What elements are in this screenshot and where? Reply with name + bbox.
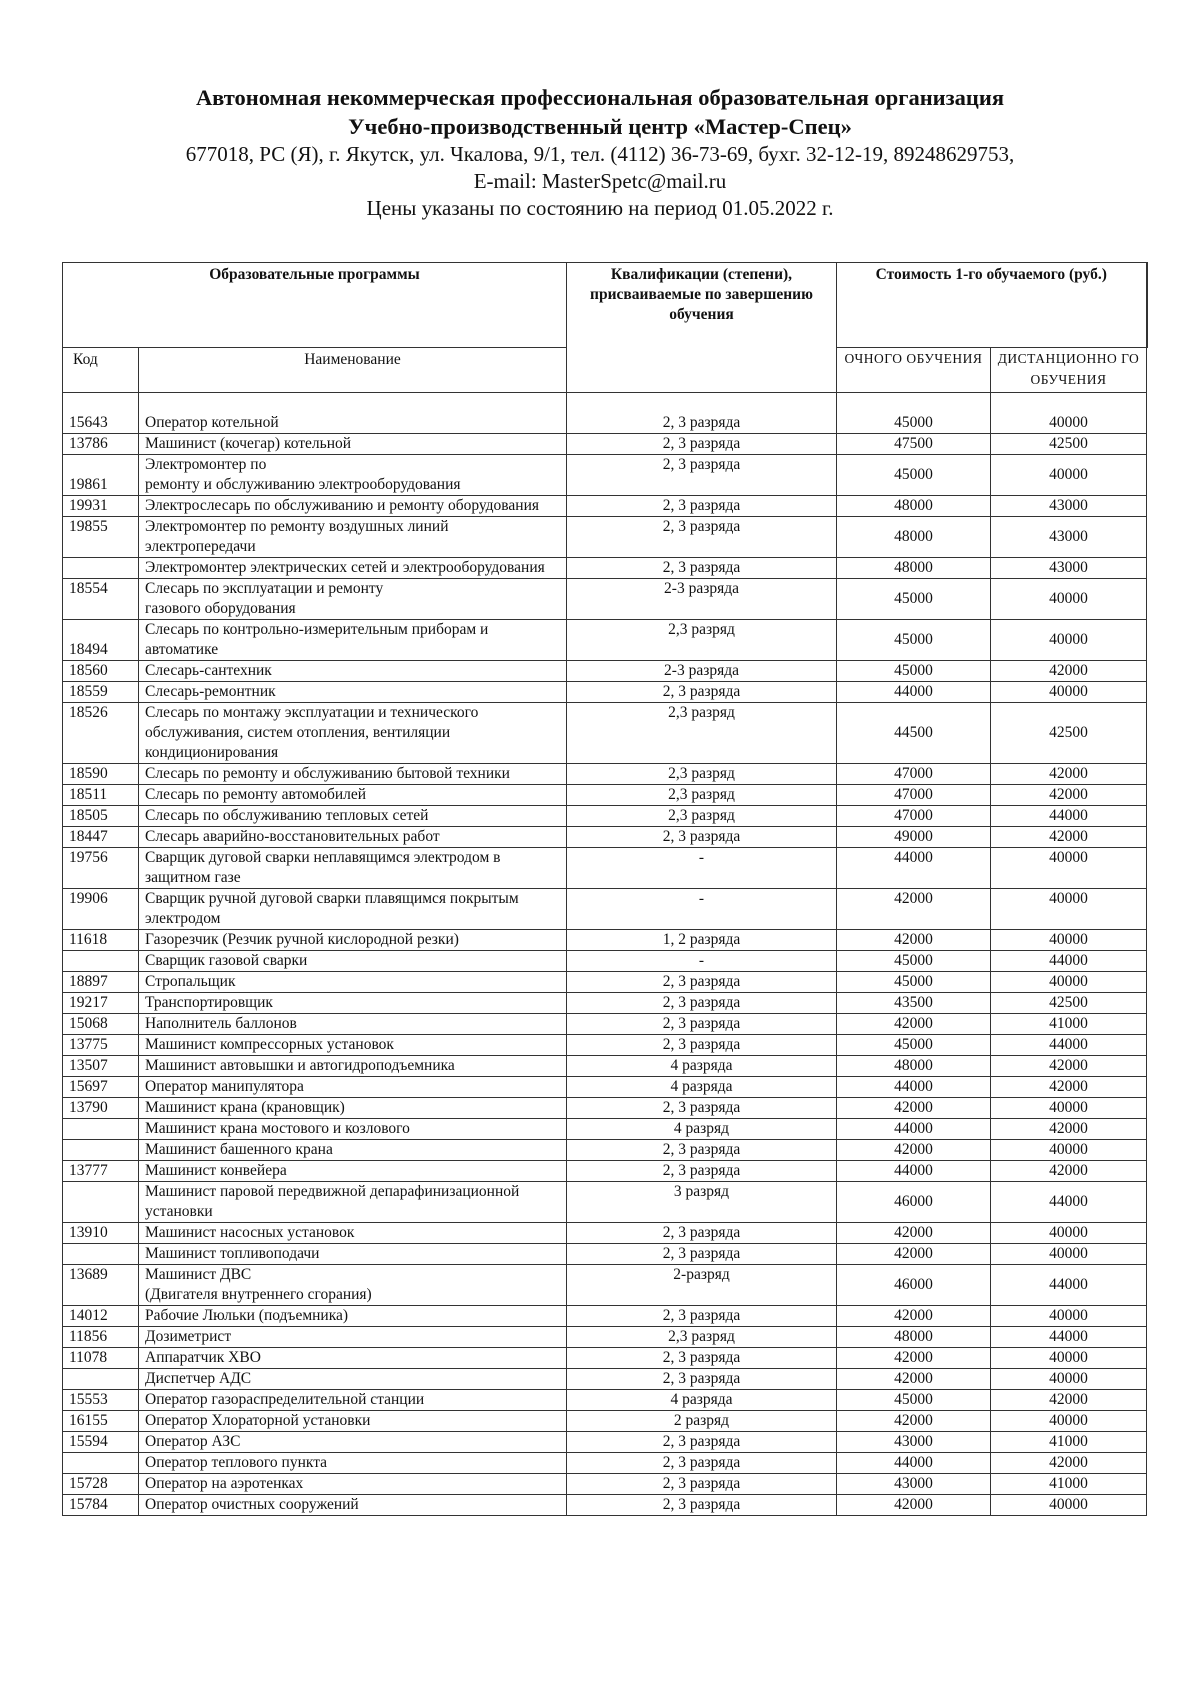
qualification: 2, 3 разряда bbox=[567, 1244, 837, 1265]
table-row bbox=[63, 1035, 1147, 1056]
program-name: Слесарь по ремонту и обслуживанию бытовой техники bbox=[139, 764, 567, 785]
table-row bbox=[63, 1265, 1147, 1306]
header-name: Наименование bbox=[139, 348, 567, 393]
price-distance: 42000 bbox=[991, 785, 1147, 806]
program-code: 13777 bbox=[63, 1161, 139, 1182]
price-full-time: 42000 bbox=[837, 1014, 991, 1035]
price-distance: 40000 bbox=[991, 682, 1147, 703]
qualification: 2, 3 разряда bbox=[567, 1223, 837, 1244]
program-code: 19906 bbox=[63, 889, 139, 930]
qualification: 2, 3 разряда bbox=[567, 1306, 837, 1327]
price-distance: 43000 bbox=[991, 496, 1147, 517]
price-distance: 40000 bbox=[991, 889, 1147, 930]
program-code: 13689 bbox=[63, 1265, 139, 1306]
qualification: 4 разряда bbox=[567, 1056, 837, 1077]
program-code: 15594 bbox=[63, 1432, 139, 1453]
table-row bbox=[63, 620, 1147, 661]
price-distance: 44000 bbox=[991, 1327, 1147, 1348]
program-code: 19855 bbox=[63, 517, 139, 558]
price-distance: 41000 bbox=[991, 1474, 1147, 1495]
price-distance: 41000 bbox=[991, 1014, 1147, 1035]
qualification: 2, 3 разряда bbox=[567, 1495, 837, 1516]
program-code: 18447 bbox=[63, 827, 139, 848]
qualification: 2,3 разряд bbox=[567, 703, 837, 764]
price-distance: 40000 bbox=[991, 1495, 1147, 1516]
price-distance: 44000 bbox=[991, 1265, 1147, 1306]
program-code: 19217 bbox=[63, 993, 139, 1014]
price-full-time: 49000 bbox=[837, 827, 991, 848]
program-name: Слесарь по эксплуатации и ремонту газового оборудования bbox=[139, 579, 567, 620]
price-distance: 42000 bbox=[991, 1161, 1147, 1182]
qualification: 2, 3 разряда bbox=[567, 827, 837, 848]
program-name: Электромонтер по ремонту воздушных линий электропередачи bbox=[139, 517, 567, 558]
program-name: Слесарь по монтажу эксплуатации и технического обслуживания, систем отопления, вентиляции кондиционирования bbox=[139, 703, 567, 764]
price-full-time: 45000 bbox=[837, 620, 991, 661]
program-code bbox=[63, 1140, 139, 1161]
program-name: Оператор АЗС bbox=[139, 1432, 567, 1453]
table-row bbox=[63, 1119, 1147, 1140]
price-full-time: 42000 bbox=[837, 1306, 991, 1327]
price-distance: 40000 bbox=[991, 1098, 1147, 1119]
qualification: 2, 3 разряда bbox=[567, 1474, 837, 1495]
price-full-time: 42000 bbox=[837, 1495, 991, 1516]
program-code: 18897 bbox=[63, 972, 139, 993]
program-name: Рабочие Люльки (подъемника) bbox=[139, 1306, 567, 1327]
program-code: 15553 bbox=[63, 1390, 139, 1411]
price-full-time: 45000 bbox=[837, 1035, 991, 1056]
price-distance: 40000 bbox=[991, 1369, 1147, 1390]
price-full-time: 45000 bbox=[837, 1390, 991, 1411]
price-distance: 44000 bbox=[991, 806, 1147, 827]
price-distance: 40000 bbox=[991, 1244, 1147, 1265]
table-row bbox=[63, 785, 1147, 806]
program-name: Аппаратчик ХВО bbox=[139, 1348, 567, 1369]
price-distance: 42000 bbox=[991, 1056, 1147, 1077]
program-code: 18554 bbox=[63, 579, 139, 620]
table-row bbox=[63, 455, 1147, 496]
program-code: 15784 bbox=[63, 1495, 139, 1516]
price-distance: 41000 bbox=[991, 1432, 1147, 1453]
program-name: Дозиметрист bbox=[139, 1327, 567, 1348]
price-full-time: 45000 bbox=[837, 661, 991, 682]
program-name: Электрослесарь по обслуживанию и ремонту оборудования bbox=[139, 496, 567, 517]
price-distance: 44000 bbox=[991, 1035, 1147, 1056]
price-table bbox=[62, 262, 1148, 1516]
table-row bbox=[63, 1098, 1147, 1119]
table-row bbox=[63, 1348, 1147, 1369]
qualification: 2, 3 разряда bbox=[567, 1432, 837, 1453]
qualification: 2,3 разряд bbox=[567, 806, 837, 827]
qualification: 2, 3 разряда bbox=[567, 1161, 837, 1182]
program-name: Слесарь по ремонту автомобилей bbox=[139, 785, 567, 806]
price-distance: 40000 bbox=[991, 1223, 1147, 1244]
program-code: 13910 bbox=[63, 1223, 139, 1244]
qualification: 2, 3 разряда bbox=[567, 682, 837, 703]
program-name: Электромонтер электрических сетей и электрооборудования bbox=[139, 558, 567, 579]
price-distance: 42000 bbox=[991, 1077, 1147, 1098]
program-name: Слесарь аварийно-восстановительных работ bbox=[139, 827, 567, 848]
qualification: 2-3 разряда bbox=[567, 579, 837, 620]
organization-type: Автономная некоммерческая профессиональная образовательная организация bbox=[195, 85, 1005, 110]
program-code: 18526 bbox=[63, 703, 139, 764]
table-row bbox=[63, 661, 1147, 682]
program-name: Машинист башенного крана bbox=[139, 1140, 567, 1161]
qualification: 2, 3 разряда bbox=[567, 1453, 837, 1474]
price-full-time: 44000 bbox=[837, 848, 991, 889]
price-full-time: 46000 bbox=[837, 1182, 991, 1223]
header-code: Код bbox=[63, 348, 139, 393]
price-distance: 40000 bbox=[991, 1306, 1147, 1327]
program-name: Слесарь-сантехник bbox=[139, 661, 567, 682]
price-full-time: 45000 bbox=[837, 579, 991, 620]
price-full-time: 48000 bbox=[837, 1056, 991, 1077]
table-row bbox=[63, 1369, 1147, 1390]
price-full-time: 44000 bbox=[837, 1453, 991, 1474]
table-row bbox=[63, 827, 1147, 848]
price-full-time: 45000 bbox=[837, 393, 991, 434]
program-name: Оператор газораспределительной станции bbox=[139, 1390, 567, 1411]
price-distance: 40000 bbox=[991, 930, 1147, 951]
price-distance: 44000 bbox=[991, 1182, 1147, 1223]
table-row bbox=[63, 1014, 1147, 1035]
table-row bbox=[63, 951, 1147, 972]
header-full-time: ОЧНОГО ОБУЧЕНИЯ bbox=[837, 348, 991, 393]
contact-email: E-mail: MasterSpetc@mail.ru bbox=[473, 168, 727, 193]
qualification: 2, 3 разряда bbox=[567, 1014, 837, 1035]
table-row bbox=[63, 993, 1147, 1014]
qualification: 2, 3 разряда bbox=[567, 1348, 837, 1369]
program-code bbox=[63, 951, 139, 972]
price-distance: 42000 bbox=[991, 661, 1147, 682]
program-name: Машинист конвейера bbox=[139, 1161, 567, 1182]
price-full-time: 45000 bbox=[837, 455, 991, 496]
qualification: 2, 3 разряда bbox=[567, 1369, 837, 1390]
table-row bbox=[63, 496, 1147, 517]
program-name: Машинист (кочегар) котельной bbox=[139, 434, 567, 455]
program-code: 13775 bbox=[63, 1035, 139, 1056]
program-name: Электромонтер по ремонту и обслуживанию электрооборудования bbox=[139, 455, 567, 496]
program-name: Сварщик ручной дуговой сварки плавящимся покрытым электродом bbox=[139, 889, 567, 930]
program-name: Газорезчик (Резчик ручной кислородной резки) bbox=[139, 930, 567, 951]
program-name: Машинист автовышки и автогидроподъемника bbox=[139, 1056, 567, 1077]
price-full-time: 42000 bbox=[837, 930, 991, 951]
program-code: 19931 bbox=[63, 496, 139, 517]
qualification: 2, 3 разряда bbox=[567, 1035, 837, 1056]
price-full-time: 43500 bbox=[837, 993, 991, 1014]
qualification: 2,3 разряд bbox=[567, 785, 837, 806]
program-name: Оператор на аэротенках bbox=[139, 1474, 567, 1495]
price-full-time: 43000 bbox=[837, 1474, 991, 1495]
price-distance: 40000 bbox=[991, 393, 1147, 434]
qualification: 2, 3 разряда bbox=[567, 993, 837, 1014]
price-full-time: 47000 bbox=[837, 806, 991, 827]
program-code bbox=[63, 1369, 139, 1390]
qualification: 2,3 разряд bbox=[567, 1327, 837, 1348]
program-code bbox=[63, 1182, 139, 1223]
program-code: 15697 bbox=[63, 1077, 139, 1098]
qualification: - bbox=[567, 889, 837, 930]
program-name: Слесарь по контрольно-измерительным приборам и автоматике bbox=[139, 620, 567, 661]
qualification: 2 разряд bbox=[567, 1411, 837, 1432]
table-row bbox=[63, 1411, 1147, 1432]
table-row bbox=[63, 848, 1147, 889]
price-full-time: 42000 bbox=[837, 1140, 991, 1161]
program-name: Слесарь по обслуживанию тепловых сетей bbox=[139, 806, 567, 827]
price-distance: 40000 bbox=[991, 972, 1147, 993]
header-cost: Стоимость 1-го обучаемого (руб.) bbox=[837, 263, 1147, 348]
table-row bbox=[63, 1474, 1147, 1495]
table-row bbox=[63, 558, 1147, 579]
table-row bbox=[63, 1056, 1147, 1077]
program-name: Машинист насосных установок bbox=[139, 1223, 567, 1244]
qualification: - bbox=[567, 848, 837, 889]
header-row-top bbox=[63, 263, 1147, 348]
table-row bbox=[63, 1161, 1147, 1182]
price-distance: 43000 bbox=[991, 517, 1147, 558]
table-row bbox=[63, 517, 1147, 558]
qualification: 2,3 разряд bbox=[567, 764, 837, 785]
table-row bbox=[63, 1182, 1147, 1223]
table-row bbox=[63, 1495, 1147, 1516]
program-name: Оператор манипулятора bbox=[139, 1077, 567, 1098]
price-distance: 42000 bbox=[991, 1453, 1147, 1474]
program-name: Оператор теплового пункта bbox=[139, 1453, 567, 1474]
price-full-time: 42000 bbox=[837, 1369, 991, 1390]
program-name: Машинист крана (крановщик) bbox=[139, 1098, 567, 1119]
price-full-time: 42000 bbox=[837, 1098, 991, 1119]
price-date-note: Цены указаны по состоянию на период 01.05.2022 г. bbox=[366, 196, 834, 220]
qualification: 2, 3 разряда bbox=[567, 1140, 837, 1161]
program-code: 18590 bbox=[63, 764, 139, 785]
price-distance: 42500 bbox=[991, 703, 1147, 764]
price-full-time: 47000 bbox=[837, 785, 991, 806]
price-full-time: 47000 bbox=[837, 764, 991, 785]
price-distance: 43000 bbox=[991, 558, 1147, 579]
qualification: 2, 3 разряда bbox=[567, 972, 837, 993]
program-name: Оператор Хлораторной установки bbox=[139, 1411, 567, 1432]
price-full-time: 44000 bbox=[837, 1119, 991, 1140]
price-full-time: 44000 bbox=[837, 1161, 991, 1182]
qualification: 3 разряд bbox=[567, 1182, 837, 1223]
table-row bbox=[63, 434, 1147, 455]
price-distance: 40000 bbox=[991, 579, 1147, 620]
table-row bbox=[63, 972, 1147, 993]
program-name: Слесарь-ремонтник bbox=[139, 682, 567, 703]
qualification: 2-3 разряда bbox=[567, 661, 837, 682]
table-row bbox=[63, 889, 1147, 930]
price-full-time: 44000 bbox=[837, 1077, 991, 1098]
price-distance: 44000 bbox=[991, 951, 1147, 972]
price-full-time: 42000 bbox=[837, 1244, 991, 1265]
program-code: 11078 bbox=[63, 1348, 139, 1369]
header-qualification: Квалификации (степени), присваиваемые по завершению обучения bbox=[567, 263, 837, 393]
price-full-time: 48000 bbox=[837, 517, 991, 558]
program-name: Сварщик дуговой сварки неплавящимся электродом в защитном газе bbox=[139, 848, 567, 889]
table-row bbox=[63, 764, 1147, 785]
price-full-time: 43000 bbox=[837, 1432, 991, 1453]
program-code: 18560 bbox=[63, 661, 139, 682]
table-row bbox=[63, 930, 1147, 951]
program-code: 18559 bbox=[63, 682, 139, 703]
program-code bbox=[63, 1453, 139, 1474]
price-distance: 42000 bbox=[991, 1119, 1147, 1140]
program-code: 13786 bbox=[63, 434, 139, 455]
program-code bbox=[63, 1119, 139, 1140]
qualification: 4 разряд bbox=[567, 1119, 837, 1140]
header-programs: Образовательные программы bbox=[63, 263, 567, 348]
table-row bbox=[63, 1077, 1147, 1098]
document-header bbox=[0, 83, 1200, 222]
table-row bbox=[63, 1306, 1147, 1327]
price-distance: 40000 bbox=[991, 455, 1147, 496]
qualification: 2, 3 разряда bbox=[567, 455, 837, 496]
program-code: 14012 bbox=[63, 1306, 139, 1327]
table-row bbox=[63, 806, 1147, 827]
price-full-time: 48000 bbox=[837, 496, 991, 517]
organization-name: Учебно-производственный центр «Мастер-Спец» bbox=[348, 114, 852, 139]
price-distance: 42000 bbox=[991, 764, 1147, 785]
qualification: 2, 3 разряда bbox=[567, 434, 837, 455]
program-code: 13507 bbox=[63, 1056, 139, 1077]
qualification: 2-разряд bbox=[567, 1265, 837, 1306]
program-name: Транспортировщик bbox=[139, 993, 567, 1014]
price-full-time: 42000 bbox=[837, 1223, 991, 1244]
program-code: 16155 bbox=[63, 1411, 139, 1432]
price-full-time: 44500 bbox=[837, 703, 991, 764]
table-row bbox=[63, 1432, 1147, 1453]
price-full-time: 45000 bbox=[837, 972, 991, 993]
qualification: 4 разряда bbox=[567, 1077, 837, 1098]
price-distance: 42000 bbox=[991, 1390, 1147, 1411]
program-code: 15643 bbox=[63, 393, 139, 434]
table-row bbox=[63, 1390, 1147, 1411]
program-code bbox=[63, 1244, 139, 1265]
price-full-time: 47500 bbox=[837, 434, 991, 455]
price-full-time: 46000 bbox=[837, 1265, 991, 1306]
program-name: Наполнитель баллонов bbox=[139, 1014, 567, 1035]
qualification: 2,3 разряд bbox=[567, 620, 837, 661]
price-distance: 42500 bbox=[991, 434, 1147, 455]
table-row bbox=[63, 1453, 1147, 1474]
program-code: 11856 bbox=[63, 1327, 139, 1348]
price-distance: 42500 bbox=[991, 993, 1147, 1014]
program-name: Машинист ДВС (Двигателя внутреннего сгорания) bbox=[139, 1265, 567, 1306]
price-full-time: 44000 bbox=[837, 682, 991, 703]
qualification: 2, 3 разряда bbox=[567, 517, 837, 558]
program-name: Машинист крана мостового и козлового bbox=[139, 1119, 567, 1140]
price-distance: 42000 bbox=[991, 827, 1147, 848]
qualification: - bbox=[567, 951, 837, 972]
contact-address: 677018, РС (Я), г. Якутск, ул. Чкалова, 9/1, тел. (4112) 36-73-69, бухг. 32-12-19, 89248629753, bbox=[185, 142, 1015, 166]
program-code: 15728 bbox=[63, 1474, 139, 1495]
qualification: 2, 3 разряда bbox=[567, 558, 837, 579]
program-code: 11618 bbox=[63, 930, 139, 951]
program-code: 19861 bbox=[63, 455, 139, 496]
program-code: 18511 bbox=[63, 785, 139, 806]
program-code: 19756 bbox=[63, 848, 139, 889]
price-full-time: 42000 bbox=[837, 1348, 991, 1369]
qualification: 2, 3 разряда bbox=[567, 1098, 837, 1119]
table-row bbox=[63, 703, 1147, 764]
program-name: Диспетчер АДС bbox=[139, 1369, 567, 1390]
price-distance: 40000 bbox=[991, 1140, 1147, 1161]
price-distance: 40000 bbox=[991, 1348, 1147, 1369]
program-code: 15068 bbox=[63, 1014, 139, 1035]
program-name: Сварщик газовой сварки bbox=[139, 951, 567, 972]
program-code: 18494 bbox=[63, 620, 139, 661]
program-name: Оператор котельной bbox=[139, 393, 567, 434]
price-distance: 40000 bbox=[991, 620, 1147, 661]
price-distance: 40000 bbox=[991, 848, 1147, 889]
program-code: 13790 bbox=[63, 1098, 139, 1119]
program-name: Машинист компрессорных установок bbox=[139, 1035, 567, 1056]
price-full-time: 42000 bbox=[837, 1411, 991, 1432]
table-row bbox=[63, 1244, 1147, 1265]
price-full-time: 42000 bbox=[837, 889, 991, 930]
qualification: 2, 3 разряда bbox=[567, 393, 837, 434]
program-name: Оператор очистных сооружений bbox=[139, 1495, 567, 1516]
qualification: 2, 3 разряда bbox=[567, 496, 837, 517]
program-code: 18505 bbox=[63, 806, 139, 827]
price-full-time: 48000 bbox=[837, 1327, 991, 1348]
table-row bbox=[63, 1140, 1147, 1161]
qualification: 4 разряда bbox=[567, 1390, 837, 1411]
price-distance: 40000 bbox=[991, 1411, 1147, 1432]
price-full-time: 45000 bbox=[837, 951, 991, 972]
table-row bbox=[63, 393, 1147, 434]
program-name: Стропальщик bbox=[139, 972, 567, 993]
program-code bbox=[63, 558, 139, 579]
header-distance: ДИСТАНЦИОННО ГО ОБУЧЕНИЯ bbox=[991, 348, 1147, 393]
table-row bbox=[63, 579, 1147, 620]
program-name: Машинист паровой передвижной депарафинизационной установки bbox=[139, 1182, 567, 1223]
table-row bbox=[63, 1327, 1147, 1348]
price-full-time: 48000 bbox=[837, 558, 991, 579]
program-name: Машинист топливоподачи bbox=[139, 1244, 567, 1265]
qualification: 1, 2 разряда bbox=[567, 930, 837, 951]
table-row bbox=[63, 1223, 1147, 1244]
table-row bbox=[63, 682, 1147, 703]
